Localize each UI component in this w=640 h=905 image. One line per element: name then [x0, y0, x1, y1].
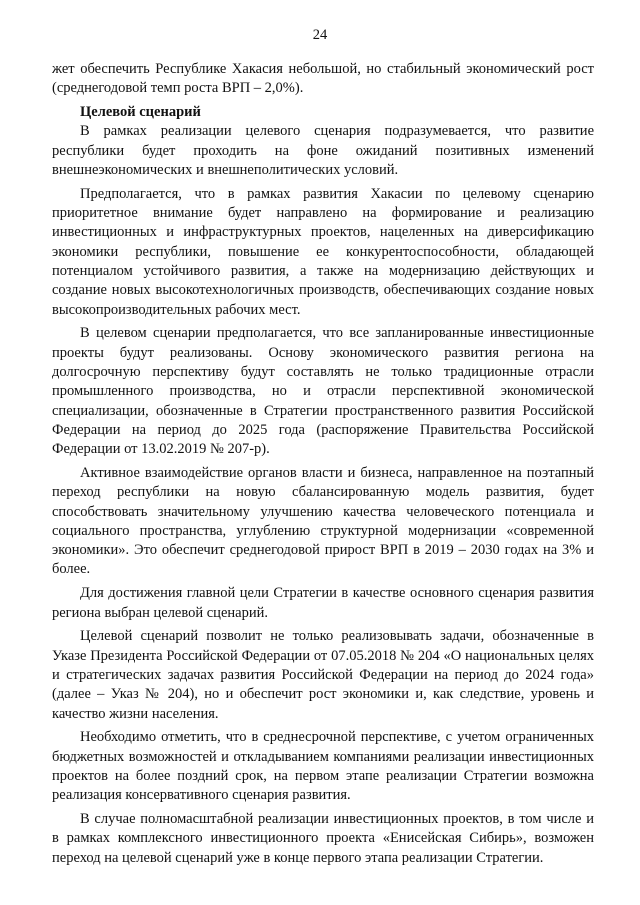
page-body: [52, 60, 594, 872]
paragraph-5: Для достижения главной цели Стратегии в качестве основного сценария развития региона выбран целевой сценарий.: [52, 585, 594, 621]
paragraph-1: В рамках реализации целевого сценария подразумевается, что развитие республики будет проходить на фоне ожиданий позитивных изменений внешнеэкономических и внешнеполитических условий.: [52, 123, 594, 178]
paragraph-6: Целевой сценарий позволит не только реализовывать задачи, обозначенные в Указе Президента Российской Федерации от 07.05.2018 № 204 «О национальных целях и стратегических задачах развития Российской Федерации на период до 2024 года» (далее – Указ № 204), но и обеспечит рост экономики и, как следствие, уровень и качество жизни населения.: [52, 628, 594, 722]
paragraph-3: В целевом сценарии предполагается, что все запланированные инвестиционные проекты будут реализованы. Основу экономического развития региона на долгосрочную перспективу будут составлять не только традиционные отрасли промышленного производства, но и отрасли перспективной экономической специализации, обозначенные в Стратегии пространственного развития Российской Федерации на период до 2025 года (распоряжение Правительства Российской Федерации от 13.02.2019 № 207-р).: [52, 325, 594, 458]
paragraph-7: Необходимо отметить, что в среднесрочной перспективе, с учетом ограниченных бюджетных возможностей и откладыванием компаниями реализации инвестиционных проектов на более поздний срок, на первом этапе реализации Стратегии возможна реализация консервативного сценария развития.: [52, 729, 594, 804]
paragraph-2: Предполагается, что в рамках развития Хакасии по целевому сценарию приоритетное внимание будет направлено на формирование и реализацию инвестиционных и инфраструктурных проектов, нацеленных на диверсификацию экономики республики, повышение ее конкурентоспособности, обладающей потенциалом устойчивого развития, а также на модернизацию действующих и создание новых высокотехнологичных производств, обеспечивающих создание новых высокопроизводительных рабочих мест.: [52, 185, 594, 318]
page-number: 24: [312, 27, 328, 43]
section-heading: Целевой сценарий: [80, 104, 201, 121]
paragraph-intro-continuation: жет обеспечить Республике Хакасия небольшой, но стабильный экономический рост (среднегодовой темп роста ВРП – 2,0%).: [52, 61, 594, 97]
paragraph-8: В случае полномасштабной реализации инвестиционных проектов, в том числе и в рамках комплексного инвестиционного проекта «Енисейская Сибирь», возможен переход на целевой сценарий уже в конце первого этапа реализации Стратегии.: [52, 810, 594, 866]
paragraph-4: Активное взаимодействие органов власти и бизнеса, направленное на поэтапный переход республики на новую сбалансированную модель развития, будет способствовать значительному улучшению качества человеческого потенциала и социального пространства, углублению структурной модернизации «современной экономики». Это обеспечит среднегодовой прирост ВРП в 2019 – 2030 годах на 3% и более.: [52, 464, 594, 578]
